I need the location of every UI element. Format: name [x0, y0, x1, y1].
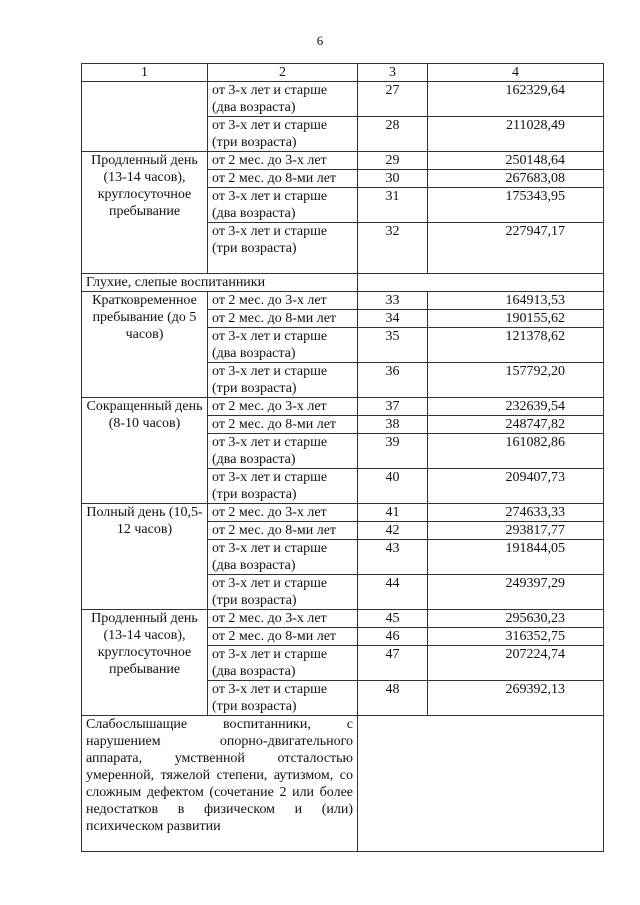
- amount-cell: 274633,33: [428, 504, 604, 522]
- amount-cell: 121378,62: [428, 328, 604, 363]
- age-cell: от 3-х лет и старше (два возраста): [208, 646, 358, 681]
- group-cell: Продленный день (13-14 часов), круглосуточное пребывание: [82, 152, 208, 274]
- age-cell: от 2 мес. до 8-ми лет: [208, 416, 358, 434]
- number-cell: 42: [358, 522, 428, 540]
- number-cell: 38: [358, 416, 428, 434]
- age-cell: от 3-х лет и старше (три возраста): [208, 575, 358, 610]
- number-cell: 30: [358, 170, 428, 188]
- age-cell: от 3-х лет и старше (три возраста): [208, 469, 358, 504]
- page-number: 6: [316, 33, 324, 48]
- section-row: [82, 716, 604, 852]
- amount-cell: 295630,23: [428, 610, 604, 628]
- header-row: [82, 64, 604, 82]
- age-cell: от 2 мес. до 8-ми лет: [208, 310, 358, 328]
- age-cell: от 2 мес. до 3-х лет: [208, 292, 358, 310]
- age-cell: от 2 мес. до 3-х лет: [208, 152, 358, 170]
- number-cell: 47: [358, 646, 428, 681]
- table-row: [82, 152, 604, 170]
- table-row: [82, 292, 604, 310]
- table-row: [82, 610, 604, 628]
- number-cell: 32: [358, 223, 428, 274]
- group-cell: Сокращенный день (8-10 часов): [82, 398, 208, 504]
- age-cell: от 3-х лет и старше (два возраста): [208, 82, 358, 117]
- column-header: 2: [208, 64, 358, 82]
- table-row: [82, 398, 604, 416]
- age-cell: от 2 мес. до 8-ми лет: [208, 522, 358, 540]
- amount-cell: 190155,62: [428, 310, 604, 328]
- group-cell: Полный день (10,5-12 часов): [82, 504, 208, 610]
- number-cell: 28: [358, 117, 428, 152]
- amount-cell: 157792,20: [428, 363, 604, 398]
- number-cell: 35: [358, 328, 428, 363]
- age-cell: от 3-х лет и старше (три возраста): [208, 681, 358, 716]
- number-cell: 34: [358, 310, 428, 328]
- group-cell: Продленный день (13-14 часов), круглосуточное пребывание: [82, 610, 208, 716]
- amount-cell: 209407,73: [428, 469, 604, 504]
- age-cell: от 3-х лет и старше (два возраста): [208, 188, 358, 223]
- section-title: Глухие, слепые воспитанники: [82, 274, 358, 292]
- number-cell: 36: [358, 363, 428, 398]
- group-cell: [82, 82, 208, 152]
- number-cell: 39: [358, 434, 428, 469]
- table-row: [82, 504, 604, 522]
- amount-cell: 248747,82: [428, 416, 604, 434]
- amount-cell: 249397,29: [428, 575, 604, 610]
- number-cell: 33: [358, 292, 428, 310]
- empty-cell: [358, 274, 604, 292]
- column-header: 3: [358, 64, 428, 82]
- age-cell: от 3-х лет и старше (два возраста): [208, 328, 358, 363]
- amount-cell: 227947,17: [428, 223, 604, 274]
- amount-cell: 250148,64: [428, 152, 604, 170]
- section-title: Слабослышащие воспитанники, с нарушением опорно-двигательного аппарата, умственной отсталостью умеренной, тяжелой степени, аутизмом, со сложным дефектом (сочетание 2 или более недостатков в физическом и (или) психическом развитии: [82, 716, 358, 852]
- number-cell: 45: [358, 610, 428, 628]
- amount-cell: 232639,54: [428, 398, 604, 416]
- amount-cell: 293817,77: [428, 522, 604, 540]
- age-cell: от 3-х лет и старше (три возраста): [208, 363, 358, 398]
- amount-cell: 211028,49: [428, 117, 604, 152]
- amount-cell: 175343,95: [428, 188, 604, 223]
- number-cell: 37: [358, 398, 428, 416]
- age-cell: от 3-х лет и старше (два возраста): [208, 434, 358, 469]
- number-cell: 40: [358, 469, 428, 504]
- age-cell: от 2 мес. до 8-ми лет: [208, 170, 358, 188]
- amount-cell: 269392,13: [428, 681, 604, 716]
- age-cell: от 2 мес. до 3-х лет: [208, 610, 358, 628]
- group-cell: Кратковременное пребывание (до 5 часов): [82, 292, 208, 398]
- number-cell: 44: [358, 575, 428, 610]
- number-cell: 27: [358, 82, 428, 117]
- empty-cell: [358, 716, 604, 852]
- age-cell: от 3-х лет и старше (три возраста): [208, 117, 358, 152]
- number-cell: 48: [358, 681, 428, 716]
- amount-cell: 161082,86: [428, 434, 604, 469]
- number-cell: 31: [358, 188, 428, 223]
- age-cell: от 2 мес. до 3-х лет: [208, 504, 358, 522]
- number-cell: 46: [358, 628, 428, 646]
- section-row: [82, 274, 604, 292]
- tariff-table: [81, 63, 604, 852]
- number-cell: 41: [358, 504, 428, 522]
- amount-cell: 207224,74: [428, 646, 604, 681]
- number-cell: 29: [358, 152, 428, 170]
- amount-cell: 267683,08: [428, 170, 604, 188]
- age-cell: от 3-х лет и старше (два возраста): [208, 540, 358, 575]
- age-cell: от 3-х лет и старше (три возраста): [208, 223, 358, 274]
- age-cell: от 2 мес. до 8-ми лет: [208, 628, 358, 646]
- amount-cell: 191844,05: [428, 540, 604, 575]
- amount-cell: 164913,53: [428, 292, 604, 310]
- age-cell: от 2 мес. до 3-х лет: [208, 398, 358, 416]
- table-row: [82, 82, 604, 117]
- number-cell: 43: [358, 540, 428, 575]
- column-header: 4: [428, 64, 604, 82]
- amount-cell: 316352,75: [428, 628, 604, 646]
- column-header: 1: [82, 64, 208, 82]
- amount-cell: 162329,64: [428, 82, 604, 117]
